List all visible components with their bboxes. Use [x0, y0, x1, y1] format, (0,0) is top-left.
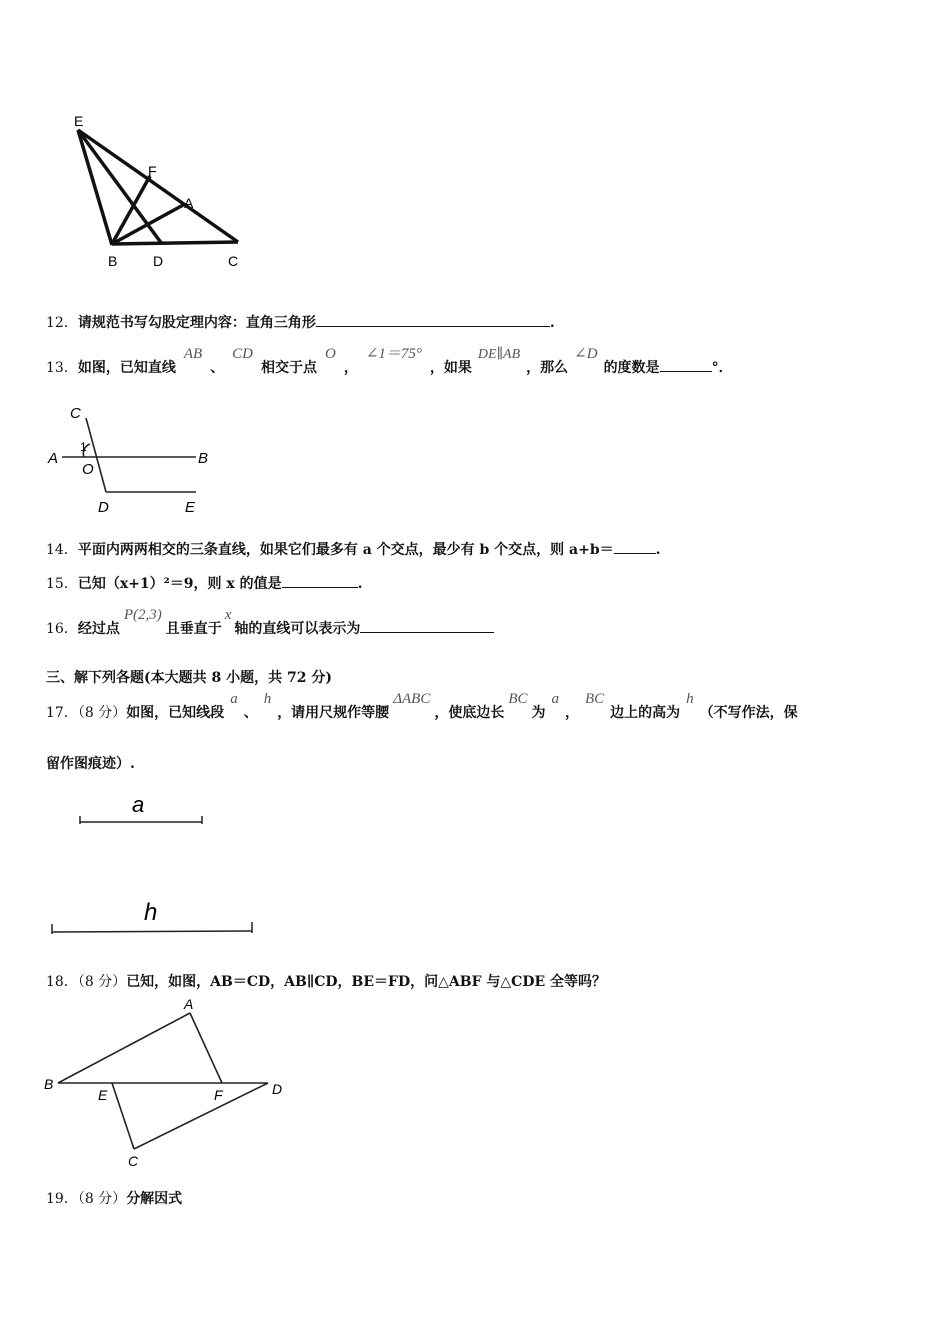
label-f: F	[214, 1087, 223, 1103]
line-cd	[86, 418, 106, 492]
question-score: （8 分）	[77, 705, 127, 721]
intersecting-lines-figure-q13	[40, 400, 230, 520]
label-c: C	[228, 253, 239, 269]
question-score: （8 分）	[77, 1191, 127, 1207]
question-text: ，请用尺规作等腰	[277, 705, 390, 721]
segment-h	[52, 931, 252, 932]
answer-blank[interactable]	[316, 314, 550, 327]
answer-blank[interactable]	[360, 620, 494, 633]
line-eb	[78, 130, 112, 245]
question-text: 已知，如图，AB＝CD，AB∥CD，BE＝FD，问△ABF 与△CDE 全等吗？	[126, 974, 607, 990]
label-angle-1: 1	[80, 440, 87, 454]
label-d: D	[153, 253, 164, 269]
label-h: h	[144, 899, 158, 926]
question-text: ，	[565, 705, 579, 721]
label-b: B	[44, 1076, 54, 1092]
label-o: O	[82, 461, 94, 478]
question-text: 如图，已知线段	[126, 705, 225, 721]
math-angle-d: ∠D	[574, 346, 598, 362]
math-o: O	[325, 346, 336, 362]
question-text: ，	[343, 360, 358, 376]
triangle-figure-q11	[60, 110, 260, 280]
question-number: 15．	[46, 576, 78, 592]
math-bc: BC	[585, 691, 605, 707]
question-number: 16．	[46, 621, 78, 637]
question-text: 分解因式	[126, 1191, 183, 1207]
label-a: A	[184, 195, 194, 211]
question-end: .	[357, 576, 363, 592]
math-a: a	[551, 691, 559, 707]
question-17-line2: 留作图痕迹）.	[46, 756, 135, 772]
label-b: B	[108, 253, 118, 269]
label-a: a	[132, 792, 145, 817]
question-text: 、	[210, 360, 225, 376]
question-text: ，使底边长	[434, 705, 505, 721]
question-18	[46, 971, 606, 991]
section-3-title: 三、解下列各题(本大题共 8 小题，共 72 分)	[46, 670, 332, 686]
label-a: A	[48, 450, 59, 467]
question-number: 18．	[46, 974, 78, 990]
math-angle1: ∠1＝75°	[365, 346, 422, 362]
congruent-triangles-figure-q18	[40, 995, 300, 1170]
line-ec	[78, 130, 238, 242]
question-end: °．	[711, 360, 733, 376]
question-text: （不写作法，保	[699, 705, 798, 721]
question-text: 为	[531, 705, 546, 721]
segments-figure-q17	[44, 790, 274, 940]
question-end: .	[655, 542, 661, 558]
question-17	[46, 688, 798, 721]
question-end: .	[549, 315, 555, 331]
math-h: h	[686, 691, 694, 707]
question-19	[46, 1188, 182, 1208]
question-14	[46, 539, 661, 559]
line-af	[190, 1013, 222, 1083]
answer-blank[interactable]	[282, 575, 358, 588]
question-text: 请规范书写勾股定理内容：直角三角形	[77, 315, 316, 331]
math-cd: CD	[232, 346, 253, 362]
label-d: D	[272, 1081, 283, 1097]
question-16	[46, 604, 494, 637]
math-a: a	[230, 691, 238, 707]
question-text: ，那么	[526, 360, 569, 376]
question-number: 13．	[46, 360, 78, 376]
question-13	[46, 343, 733, 376]
label-e: E	[185, 499, 196, 516]
question-12	[46, 312, 555, 332]
line-ba	[58, 1013, 190, 1083]
question-text: 边上的高为	[610, 705, 681, 721]
label-b: B	[198, 450, 209, 467]
question-text: ，如果	[429, 360, 472, 376]
question-text: 且垂直于	[165, 621, 222, 637]
label-d: D	[98, 499, 109, 516]
question-text: 已知（x+1）²＝9，则 x 的值是	[77, 576, 282, 592]
math-h: h	[263, 691, 272, 707]
question-number: 14．	[46, 542, 78, 558]
answer-blank[interactable]	[660, 359, 712, 372]
label-c: C	[70, 405, 81, 422]
label-c: C	[128, 1153, 139, 1169]
answer-blank[interactable]	[614, 541, 656, 554]
math-de-parallel-ab: DE∥AB	[477, 347, 521, 362]
question-text: 平面内两两相交的三条直线，如果它们最多有 a 个交点，最少有 b 个交点，则 a+b＝	[77, 542, 614, 558]
math-triangle-abc: ΔABC	[393, 691, 431, 707]
question-number: 19．	[46, 1191, 78, 1207]
line-cd	[134, 1083, 268, 1149]
question-score: （8 分）	[77, 974, 127, 990]
question-text: 如图，已知直线	[77, 360, 176, 376]
line-bc	[112, 242, 238, 244]
question-text: 轴的直线可以表示为	[234, 621, 361, 637]
question-number: 17．	[46, 705, 78, 721]
label-a: A	[184, 996, 194, 1012]
line-ec	[112, 1083, 134, 1149]
math-point-p: P(2,3)	[123, 607, 162, 623]
question-number: 12．	[46, 315, 78, 331]
question-15	[46, 573, 363, 593]
label-e: E	[98, 1087, 108, 1103]
math-bc: BC	[508, 691, 528, 707]
question-text: 相交于点	[261, 360, 317, 376]
math-ab: AB	[183, 346, 203, 362]
math-x: x	[224, 607, 232, 623]
label-f: F	[148, 163, 157, 179]
question-text: 、	[243, 705, 258, 721]
question-text: 经过点	[77, 621, 120, 637]
label-e: E	[74, 113, 84, 129]
question-text: 的度数是	[603, 360, 660, 376]
